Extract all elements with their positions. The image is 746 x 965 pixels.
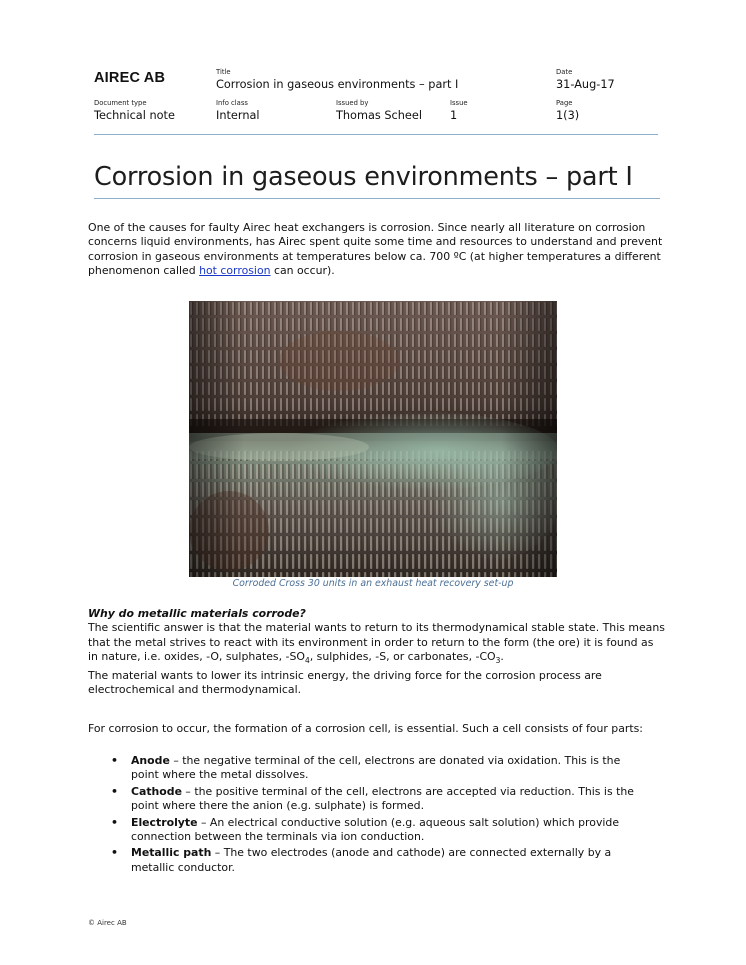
issue-value: 1	[450, 109, 458, 122]
section-why-corrode	[88, 607, 666, 698]
list-item	[111, 785, 651, 814]
list-item-desc: – the negative terminal of the cell, electrons are donated via oxidation. This is the point where the metal dissolves.	[131, 754, 621, 782]
list-item-desc: – An electrical conductive solution (e.g. aqueous salt solution) which provide connection between the terminals via ion conduction.	[131, 815, 620, 844]
date-label: Date	[556, 68, 573, 76]
subscript-3: 3	[495, 656, 501, 666]
subscript-4: 4	[304, 656, 310, 666]
intro-paragraph	[88, 221, 666, 279]
figure-caption: Corroded Cross 30 units in an exhaust heat recovery set-up	[232, 578, 514, 589]
intro-text-end: can occur).	[270, 264, 335, 278]
para1-start: The scientific answer is that the material wants to return to its thermodynamical stable state. This means that the metal strives to react with its environment in order to return to the form (the ore) it is found as in nature, i.e. oxides, -O, sulphates, -SO	[88, 621, 665, 664]
section-heading: Why do metallic materials corrode?	[88, 607, 306, 620]
corrosion-cell-intro: For corrosion to occur, the formation of a corrosion cell, is essential. Such a cell consists of four parts:	[88, 722, 643, 735]
section-paragraph-1	[88, 621, 666, 668]
document-header	[94, 64, 658, 135]
bullet-icon: •	[111, 846, 118, 860]
issuedby-value: Thomas Scheel	[336, 109, 422, 122]
issue-label: Issue	[450, 99, 468, 107]
date-value: 31-Aug-17	[556, 78, 615, 91]
page-title: Corrosion in gaseous environments – part I	[94, 160, 660, 199]
company-name: AIREC AB	[94, 70, 166, 86]
corrosion-cell-parts-list	[111, 754, 651, 877]
list-item	[111, 754, 651, 783]
list-item	[111, 846, 651, 875]
section-paragraph-3	[88, 722, 666, 736]
list-item-desc: – The two electrodes (anode and cathode) are connected externally by a metallic conductor.	[131, 846, 612, 874]
page-label: Page	[556, 99, 573, 107]
doctype-value: Technical note	[94, 109, 175, 122]
corroded-heat-exchanger-photo	[189, 301, 557, 577]
intro-text-start: One of the causes for faulty Airec heat exchangers is corrosion. Since nearly all literature on corrosion concerns liquid environments, has Airec spent quite some time and resources to understand and prevent corrosion in gaseous environments at temperatures below ca. 700 ºC (at higher temperatures a different phenomenon called	[88, 221, 663, 278]
doctype-label: Document type	[94, 99, 147, 107]
section-paragraph-2: The material wants to lower its intrinsic energy, the driving force for the corrosion process are electrochemical and thermodynamical.	[88, 668, 602, 697]
issuedby-label: Issued by	[336, 99, 369, 107]
list-item-term: Electrolyte	[131, 815, 198, 829]
infoclass-label: Info class	[216, 99, 248, 107]
list-item-term: Anode	[131, 754, 170, 767]
list-item	[111, 816, 651, 845]
list-item-desc: – the positive terminal of the cell, electrons are accepted via reduction. This is the point where there the anion (e.g. sulphate) is formed.	[131, 784, 634, 813]
infoclass-value: Internal	[216, 109, 260, 122]
bullet-icon: •	[111, 754, 118, 767]
para1-end: .	[500, 650, 504, 664]
list-item-term: Metallic path	[131, 846, 212, 860]
title-value: Corrosion in gaseous environments – part I	[216, 78, 459, 91]
bullet-icon: •	[111, 815, 118, 829]
list-item-term: Cathode	[131, 784, 182, 798]
para1-mid: , sulphides, -S, or carbonates, -CO	[309, 650, 496, 664]
bullet-icon: •	[111, 784, 118, 798]
copyright-footer: © Airec AB	[88, 919, 127, 927]
hot-corrosion-link[interactable]: hot corrosion	[199, 264, 271, 278]
title-label: Title	[216, 68, 231, 76]
page-value: 1(3)	[556, 109, 580, 122]
